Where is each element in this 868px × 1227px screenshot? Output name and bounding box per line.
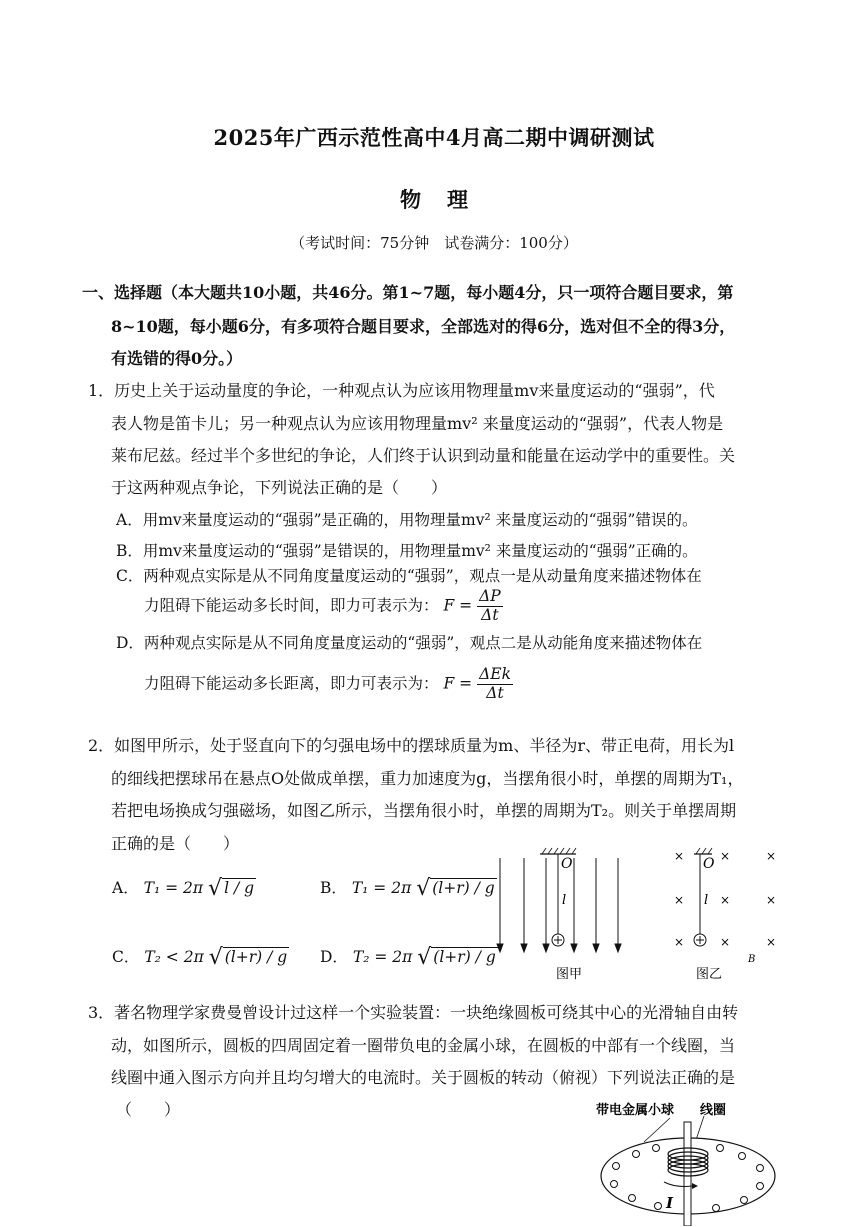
q3-line4: （ ） [116, 1100, 181, 1119]
exam-info: （考试时间：75分钟 试卷满分：100分） [290, 234, 578, 252]
q2-line3: 若把电场换成匀强磁场，如图乙所示，当摆角很小时，单摆的周期为T₂。则关于单摆周期 [111, 801, 737, 820]
q2-option-d-label: D． [320, 948, 348, 966]
q2-line4: 正确的是（ ） [111, 834, 240, 853]
q1-option-d-text: 力阻碍下能运动多长距离，即力可表示为： [144, 674, 439, 693]
q1-option-a: A．用mv来量度运动的“强弱”是正确的，用物理量mv² 来量度运动的“强弱”错误的。 [116, 511, 698, 529]
figure-q3-leader-ball [644, 1118, 670, 1142]
q2-option-c-radical-icon: √ [208, 945, 223, 970]
figure-a-ceiling-hatch [542, 848, 576, 854]
q1-option-c-line1: C．两种观点实际是从不同角度量度运动的“强弱”，观点一是从动量角度来描述物体在 [116, 567, 702, 585]
exam-title: 2025年广西示范性高中4月高二期中调研测试 [213, 125, 655, 150]
figure-b-label-o: O [703, 856, 715, 872]
q1-line4: 于这两种观点争论，下列说法正确的是（ ） [111, 478, 448, 497]
q1-option-c-numerator: ΔP [479, 587, 501, 605]
svg-text:×: × [674, 935, 685, 949]
q2-option-a-radical-icon: √ [208, 876, 223, 901]
q2-option-d-radicand: (l+r) / g [433, 948, 496, 966]
subject-title: 物理 [400, 187, 494, 212]
q2-option-a [112, 876, 256, 901]
q2-option-a-radicand: l / g [224, 879, 255, 897]
figure-q3-axle [684, 1122, 691, 1226]
q3-line1: 3．著名物理学家费曼曾设计过这样一个实验装置：一块绝缘圆板可绕其中心的光滑轴自由转 [88, 1003, 739, 1022]
q1-option-d-line2 [144, 666, 513, 703]
q2-line2: 的细线把摆球吊在悬点O处做成单摆，重力加速度为g，当摆角很小时，单摆的周期为T₁， [111, 769, 744, 788]
section-heading-line2: 8~10题，每小题6分，有多项符合题目要求，全部选对的得6分，选对但不全的得3分， [111, 317, 736, 336]
q1-option-d-numerator: ΔEk [479, 665, 511, 683]
figure-a-caption: 图甲 [556, 967, 583, 982]
figure-q3-disk [596, 1096, 786, 1226]
svg-text:×: × [720, 849, 731, 863]
figure-a-electric-field [490, 846, 640, 986]
q1-option-d-lhs: F = [443, 674, 473, 693]
q2-option-a-label: A． [112, 879, 139, 897]
figure-b-ceiling-hatch [696, 848, 712, 854]
figure-q3-leader-coil [696, 1116, 704, 1140]
q1-option-c-denominator: Δt [481, 605, 499, 624]
svg-text:×: × [766, 893, 777, 907]
q1-option-b: B．用mv来量度运动的“强弱”是错误的，用物理量mv² 来量度运动的“强弱”正确的。 [116, 542, 698, 560]
q1-option-c-fraction [477, 588, 503, 625]
q1-line1: 1．历史上关于运动量度的争论，一种观点认为应该用物理量mv来量度运动的“强弱”，代 [88, 381, 715, 400]
figure-q3-label-coil: 线圈 [700, 1103, 727, 1118]
q2-option-b [320, 876, 497, 901]
q2-option-b-radical-icon: √ [416, 876, 431, 901]
q3-line2: 动，如图所示，圆板的四周固定着一圈带负电的金属小球，在圆板的中部有一个线圈，当 [111, 1036, 736, 1055]
figure-b-label-l: l [704, 893, 709, 908]
q1-option-c-lhs: F = [443, 596, 473, 615]
q2-option-d [320, 945, 498, 970]
q2-option-b-radicand: (l+r) / g [432, 879, 495, 897]
figure-a-label-o: O [561, 856, 573, 872]
q2-option-b-label: B． [320, 879, 347, 897]
q1-option-d-line1: D．两种观点实际是从不同角度量度运动的“强弱”，观点二是从动能角度来描述物体在 [116, 634, 703, 652]
figure-a-label-l: l [562, 893, 567, 908]
figure-b-field-crosses [674, 849, 776, 949]
svg-text:×: × [766, 849, 777, 863]
svg-text:×: × [720, 935, 731, 949]
q1-option-c-line2 [144, 588, 503, 625]
q2-option-d-lhs: T₂ = 2π [352, 948, 413, 966]
figure-q3-label-ball: 带电金属小球 [596, 1103, 675, 1118]
q1-option-d-denominator: Δt [486, 683, 504, 702]
figure-b-label-b: B [748, 954, 756, 965]
q2-option-c-radicand: (l+r) / g [224, 948, 288, 966]
q2-option-b-lhs: T₁ = 2π [351, 879, 412, 897]
q1-option-c-text: 力阻碍下能运动多长时间，即力可表示为： [144, 596, 439, 615]
q2-option-d-radical-icon: √ [417, 945, 432, 970]
svg-text:×: × [674, 893, 685, 907]
section-heading-line3: 有选错的得0分。） [111, 349, 243, 368]
svg-text:×: × [766, 935, 777, 949]
svg-text:×: × [720, 893, 731, 907]
q2-option-a-lhs: T₁ = 2π [143, 879, 204, 897]
q2-option-c [112, 945, 289, 970]
q2-line1: 2．如图甲所示，处于竖直向下的匀强电场中的摆球质量为m、半径为r、带正电荷，用长为l [88, 736, 735, 755]
figure-b-caption: 图乙 [696, 967, 723, 982]
q3-line3: 线圈中通入图示方向并且均匀增大的电流时。关于圆板的转动（俯视）下列说法正确的是 [111, 1068, 736, 1087]
svg-text:×: × [674, 849, 685, 863]
q1-line3: 莱布尼兹。经过半个多世纪的争论，人们终于认识到动量和能量在运动学中的重要性。关 [111, 446, 736, 465]
figure-q3-label-i: I [666, 1194, 674, 1212]
q1-line2: 表人物是笛卡儿；另一种观点认为应该用物理量mv² 来量度运动的“强弱”，代表人物是 [111, 414, 724, 433]
figure-b-magnetic-field [666, 846, 796, 986]
q1-option-d-fraction [477, 666, 513, 703]
q2-option-c-lhs: T₂ < 2π [144, 948, 204, 966]
section-heading-line1: 一、选择题（本大题共10小题，共46分。第1~7题，每小题4分，只一项符合题目要求，第 [82, 283, 734, 302]
q2-option-c-label: C． [112, 948, 140, 966]
